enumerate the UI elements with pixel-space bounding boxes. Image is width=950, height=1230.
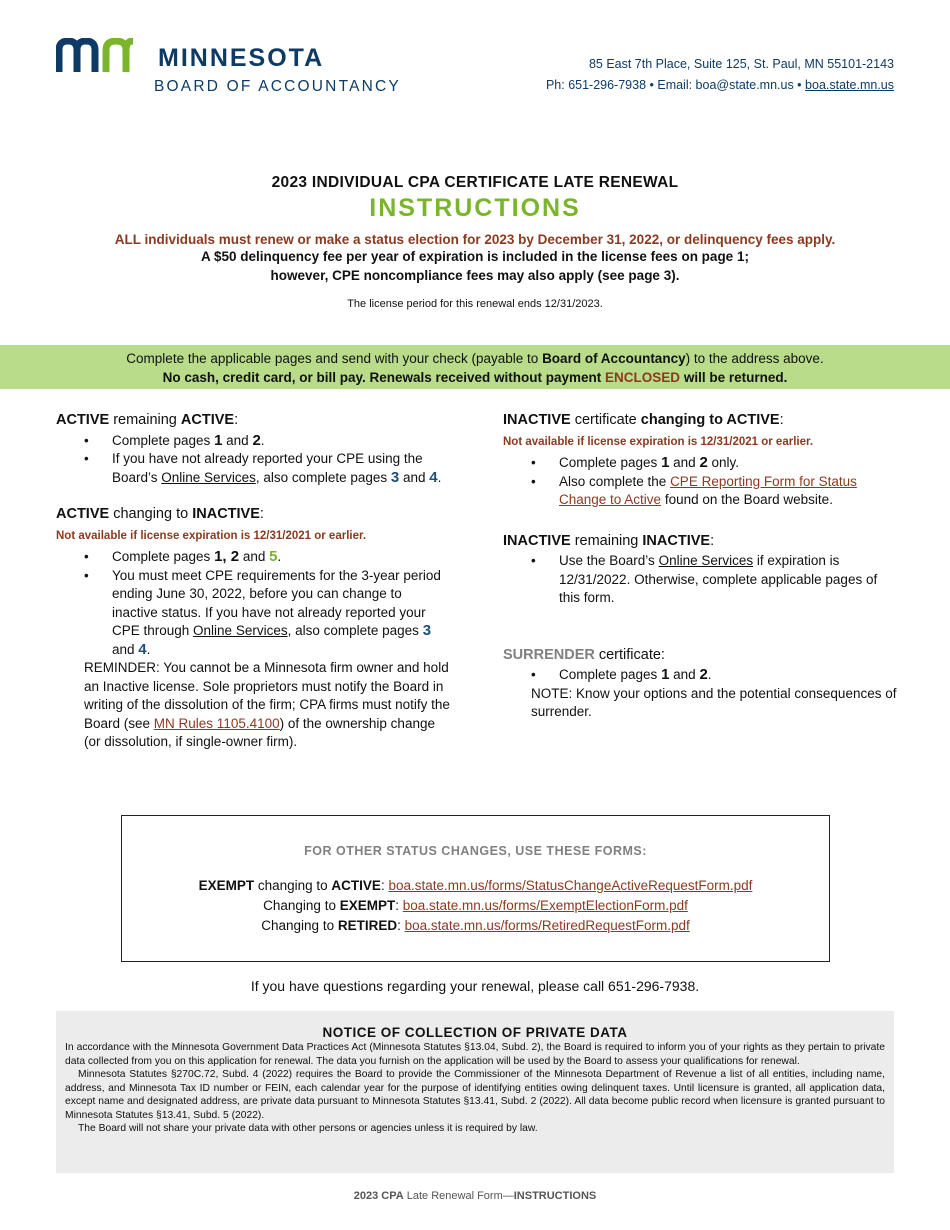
surrender-note: NOTE: Know your options and the potential consequences of surrender. (531, 685, 897, 719)
status-word: EXEMPT (339, 898, 396, 913)
item-text: and (669, 455, 700, 470)
item-text: found on the Board website. (661, 492, 833, 507)
enclosed-word: ENCLOSED (605, 370, 681, 385)
left-column (56, 411, 451, 770)
line-text: : (397, 918, 405, 933)
reminder-note (56, 659, 451, 752)
status-word: ACTIVE (56, 506, 110, 522)
footer-text: INSTRUCTIONS (513, 1190, 597, 1202)
page-footer (0, 1190, 950, 1202)
banner-line-2 (0, 368, 950, 387)
item-text: . (277, 549, 282, 564)
status-word: ACTIVE (180, 412, 235, 428)
status-word: ACTIVE (56, 412, 110, 428)
heading-text: : (234, 412, 239, 428)
website-link[interactable]: boa.state.mn.us (805, 78, 894, 92)
other-status-forms-box (121, 815, 830, 962)
banner-text: No cash, credit card, or bill pay. Renewals received without payment (162, 370, 606, 385)
line-text: : (395, 898, 403, 913)
status-word: changing to ACTIVE (640, 412, 780, 428)
item-text: , also complete pages (287, 623, 423, 638)
exempt-to-active-line (122, 876, 829, 896)
line-text: Changing to (263, 898, 340, 913)
payment-banner (0, 345, 950, 389)
reminder-text: ) of the ownership change (or dissolution, if single-owner firm). (84, 715, 435, 749)
logo-title: MINNESOTA (158, 44, 325, 72)
instruction-list (503, 666, 898, 685)
list-item (84, 548, 451, 567)
page-number: 2 (699, 666, 708, 683)
instruction-list (56, 548, 451, 659)
line-text: changing to (254, 878, 332, 893)
banner-text: will be returned. (680, 370, 788, 385)
page-number: 1, 2 (214, 548, 240, 565)
list-item (84, 432, 451, 451)
page-number: 3 (422, 622, 432, 639)
footer-text: 2023 CPA (353, 1190, 404, 1202)
item-text: If you have not already reported your CPE using the Board’s (112, 451, 423, 485)
item-text: . (707, 667, 712, 682)
item-text: if expiration is 12/31/2022. Otherwise, complete applicable pages of this form. (559, 553, 878, 605)
item-text: . (146, 641, 151, 657)
item-text: Use the Board’s (559, 553, 659, 568)
page-number: 5 (269, 548, 278, 565)
phone-email-line (546, 75, 894, 96)
title-block (0, 174, 950, 310)
item-text: and (669, 667, 700, 682)
section-surrender-certificate (503, 646, 898, 722)
questions-contact-line: If you have questions regarding your renewal, please call 651-296-7938. (250, 978, 700, 994)
mn-rules-link[interactable]: MN Rules 1105.4100 (153, 715, 280, 731)
heading-text: : (710, 532, 715, 549)
banner-text: Complete the applicable pages and send with your check (payable to (126, 351, 543, 366)
page-number: 1 (661, 666, 670, 683)
heading-text: certificate (570, 412, 641, 428)
page-number: 4 (138, 640, 147, 658)
license-period: The license period for this renewal ends 12/31/2023. (347, 298, 603, 310)
item-text: and (239, 549, 270, 564)
phone-email-text: Ph: 651-296-7938 • Email: boa@state.mn.us • (545, 78, 806, 92)
item-text: and (222, 432, 253, 448)
instruction-list (503, 552, 898, 608)
section-heading (56, 505, 451, 524)
contact-info (546, 54, 894, 96)
page-number: 1 (661, 454, 670, 471)
banner-line-1 (0, 349, 950, 368)
deadline-notice: ALL individuals must renew or make a status election for 2023 by December 31, 2022, or delinquency fees apply. (114, 232, 836, 247)
mn-logo-icon (56, 38, 140, 74)
status-word: INACTIVE (642, 532, 711, 549)
status-change-active-form-link[interactable]: boa.state.mn.us/forms/StatusChangeActiveRequestForm.pdf (388, 878, 753, 893)
heading-text: remaining (570, 532, 643, 549)
address-line: 85 East 7th Place, Suite 125, St. Paul, MN 55101-2143 (588, 57, 894, 71)
list-item (84, 567, 451, 660)
list-item (84, 450, 451, 487)
right-column (503, 411, 898, 740)
item-text: . (260, 432, 265, 448)
forms-box-heading: FOR OTHER STATUS CHANGES, USE THESE FORMS: (304, 844, 647, 858)
cpe-reporting-form-link[interactable]: CPE Reporting Form for Status Change to Active (559, 473, 857, 507)
status-word: INACTIVE (503, 412, 571, 428)
heading-text: certificate: (594, 646, 665, 663)
status-word: SURRENDER (503, 646, 595, 663)
instruction-list (56, 432, 451, 488)
document-subtitle: INSTRUCTIONS (369, 194, 581, 222)
item-text: Complete pages (112, 432, 215, 448)
reminder-text: REMINDER: You cannot be a Minnesota firm owner and hold an Inactive license. Sole proprietors must notify the Board in writing of the dissolution of the firm; CPA firms must notify the Board (see (84, 660, 450, 731)
page-number: 1 (214, 431, 223, 449)
payee-name: Board of Accountancy (542, 351, 686, 366)
item-text: Complete pages (559, 455, 662, 470)
item-text: Complete pages (559, 667, 662, 682)
section-inactive-changing-to-active (503, 411, 898, 510)
online-services-link[interactable]: Online Services (658, 553, 754, 568)
logo-subtitle: BOARD OF ACCOUNTANCY (154, 78, 401, 95)
item-text: only. (707, 455, 740, 470)
line-text: Changing to (261, 918, 338, 933)
section-inactive-remaining-inactive (503, 532, 898, 608)
item-text: You must meet CPE requirements for the 3-year period ending June 30, 2022, before you can change to inactive status. If you have not already reported your CPE through (112, 567, 441, 638)
notice-heading: NOTICE OF COLLECTION OF PRIVATE DATA (322, 1025, 628, 1040)
list-item (531, 473, 898, 510)
online-services-link[interactable]: Online Services (193, 623, 288, 638)
availability-warning: Not available if license expiration is 12/31/2021 or earlier. (503, 435, 814, 448)
page-number: 2 (699, 454, 708, 471)
banner-text: ) to the address above. (685, 351, 824, 366)
line-text: : (380, 878, 389, 893)
section-active-remaining-active (56, 411, 451, 487)
notice-paragraph: Minnesota Statutes §270C.72, Subd. 4 (2022) requires the Board to provide the Commissioner of the Minnesota Department of Revenue a list of all entities, including name, address, and Minnesota Tax ID number or FEIN, each calendar year for the purpose of identifying entities owing delinquent taxes. Until licensure is granted, all application data, except name and designated address, are private data pursuant to Minnesota Statutes §13.41, Subd. 2 (2022). All data become public record when licensure is granted pursuant to Minnesota Statutes §13.41, Subd. 5 (2022). (65, 1069, 885, 1121)
item-text: and (399, 469, 430, 485)
fee-note-line-1: A $50 delinquency fee per year of expiration is included in the license fees on page 1; (201, 249, 749, 264)
exempt-election-form-link[interactable]: boa.state.mn.us/forms/ExemptElectionForm.pdf (402, 898, 688, 913)
status-word: INACTIVE (192, 506, 260, 522)
page-number: 4 (429, 468, 438, 486)
section-heading (503, 646, 898, 665)
changing-to-exempt-line (122, 896, 829, 916)
notice-paragraph: In accordance with the Minnesota Government Data Practices Act (Minnesota Statutes §13.04, Subd. 2), the Board is required to inform you of your rights as they pertain to private data collected from you on this application for renewal. The data you furnish on the application will be used by the Board to assess your qualifications for renewal. (65, 1042, 885, 1067)
status-word: EXEMPT (198, 878, 255, 893)
footer-text: Late Renewal Form— (403, 1190, 514, 1202)
list-item (531, 454, 898, 473)
changing-to-retired-line (122, 916, 829, 936)
status-word: ACTIVE (331, 878, 381, 893)
list-item (531, 666, 898, 685)
online-services-link[interactable]: Online Services (161, 469, 256, 485)
item-text: Also complete the (559, 473, 671, 489)
item-text: and (112, 641, 139, 657)
availability-warning: Not available if license expiration is 12/31/2021 or earlier. (56, 529, 367, 542)
item-text: , also complete pages (255, 469, 391, 485)
page-number: 3 (390, 468, 400, 486)
private-data-notice (56, 1011, 894, 1173)
heading-text: : (259, 506, 264, 522)
section-heading (503, 411, 898, 430)
fee-note-line-2: however, CPE noncompliance fees may also apply (see page 3). (270, 268, 680, 283)
heading-text: : (779, 412, 784, 428)
section-heading (503, 532, 898, 551)
document-title: 2023 INDIVIDUAL CPA CERTIFICATE LATE RENEWAL (271, 174, 679, 191)
notice-paragraph: The Board will not share your private data with other persons or agencies unless it is required by law. (78, 1123, 538, 1134)
item-text: Complete pages (112, 549, 215, 564)
list-item (531, 552, 898, 608)
status-word: RETIRED (337, 918, 398, 933)
section-active-changing-to-inactive (56, 505, 451, 752)
instruction-list (503, 454, 898, 510)
item-text: . (437, 469, 442, 485)
heading-text: changing to (109, 506, 193, 522)
status-word: INACTIVE (503, 532, 571, 549)
retired-request-form-link[interactable]: boa.state.mn.us/forms/RetiredRequestForm.pdf (404, 918, 690, 933)
section-heading (56, 411, 451, 430)
heading-text: remaining (109, 412, 181, 428)
page-number: 2 (252, 431, 261, 449)
